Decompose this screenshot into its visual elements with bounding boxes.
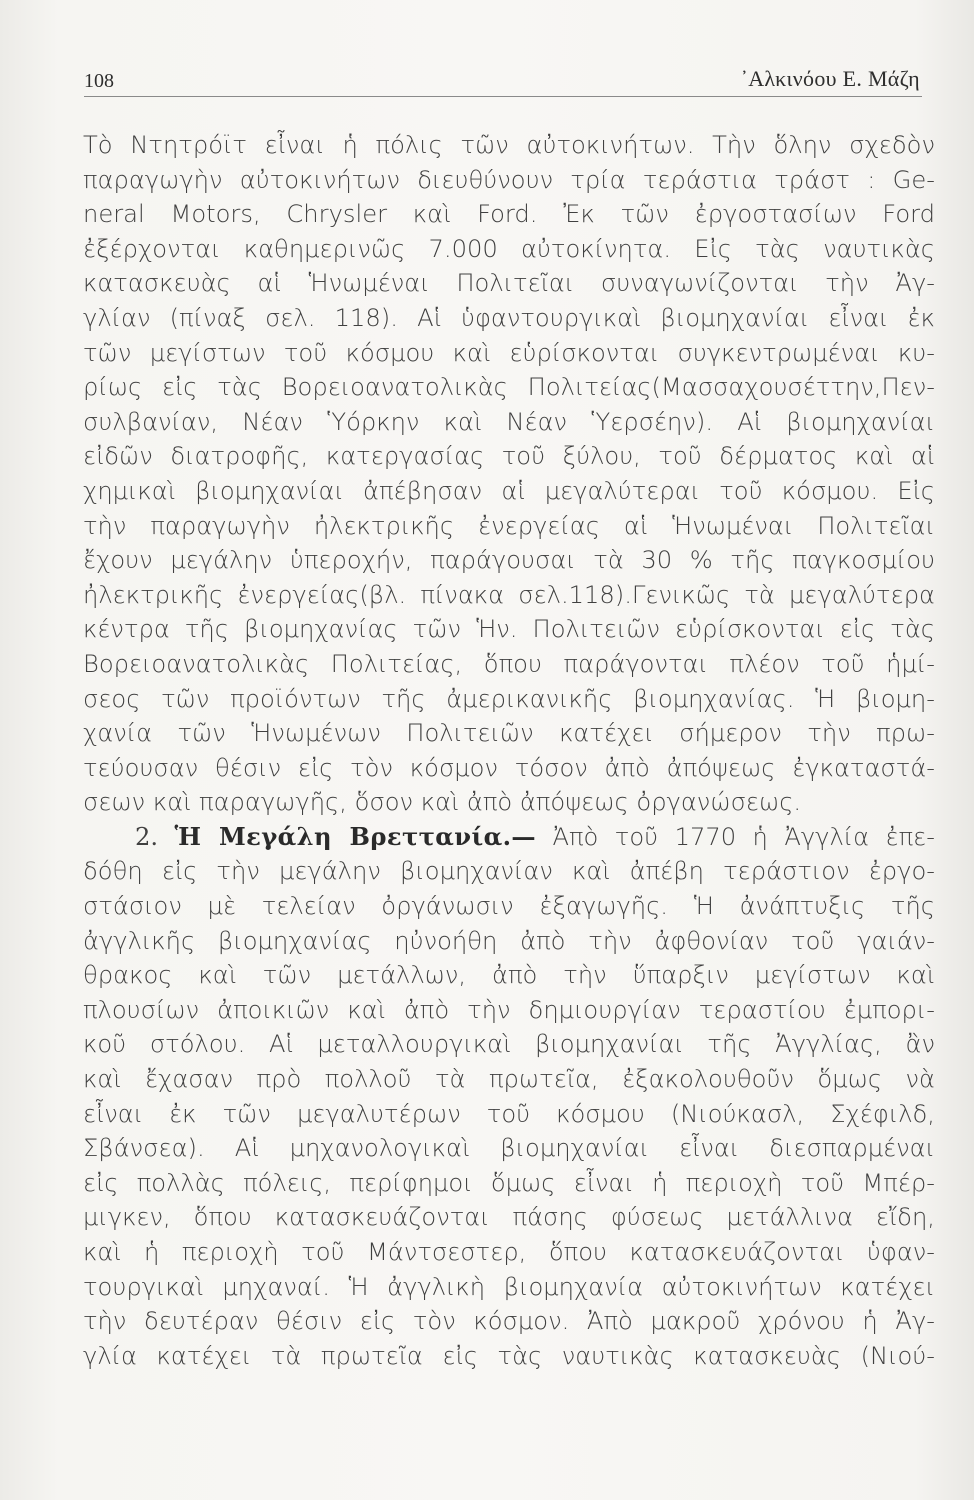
text-line: παραγωγὴν αὐτοκινήτων διευθύνουν τρία τεράστια τράστ : Ge- xyxy=(83,165,935,194)
text-line: ἠλεκτρικῆς ἐνεργείας(βλ. πίνακα σελ.118).Γενικῶς τὰ μεγαλύτερα xyxy=(83,580,935,609)
text-line: σεων καὶ παραγωγῆς, ὅσον καὶ ἀπὸ ἀπόψεως ὀργανώσεως. xyxy=(83,788,802,817)
text-line: ρίως εἰς τὰς Βορειοανατολικὰς Πολιτείας(Μασσαχουσέττην,Πεν- xyxy=(83,373,935,402)
text-line: γλίαν (πίναξ σελ. 118). Αἱ ὑφαντουργικαὶ βιομηχανίαι εἶναι ἐκ xyxy=(83,303,935,332)
section-number: 2. xyxy=(135,822,159,851)
section-first-line-text: Ἀπὸ τοῦ 1770 ἡ Ἀγγλία ἐπε- xyxy=(552,822,935,851)
text-line: ἀγγλικῆς βιομηχανίας ηὐνοήθη ἀπὸ τὴν ἀφθονίαν τοῦ γαιάν- xyxy=(83,926,935,955)
text-line: συλβανίαν, Νέαν Ὑόρκην καὶ Νέαν Ὑερσέην). Αἱ βιομηχανίαι xyxy=(83,407,935,436)
text-line: εἶναι ἐκ τῶν μεγαλυτέρων τοῦ κόσμου (Νιούκασλ, Σχέφιλδ, xyxy=(83,1099,935,1128)
text-line: neral Motors, Chrysler καὶ Ford. Ἐκ τῶν ἐργοστασίων Ford xyxy=(83,200,935,229)
text-line: θρακος καὶ τῶν μετάλλων, ἀπὸ τὴν ὕπαρξιν μεγίστων καὶ xyxy=(83,961,935,990)
text-line: τεύουσαν θέσιν εἰς τὸν κόσμον τόσον ἀπὸ ἀπόψεως ἐγκαταστά- xyxy=(83,753,935,782)
text-line: τὴν παραγωγὴν ἠλεκτρικῆς ἐνεργείας αἱ Ἡνωμέναι Πολιτεῖαι xyxy=(83,511,935,540)
text-line: στάσιον μὲ τελείαν ὀργάνωσιν ἐξαγωγῆς. Ἡ ἀνάπτυξις τῆς xyxy=(83,892,935,921)
section-great-britain xyxy=(83,820,935,1374)
section-title: Ἡ Μεγάλη Βρεττανία.— xyxy=(174,821,537,851)
text-line: εἰδῶν διατροφῆς, κατεργασίας τοῦ ξύλου, τοῦ δέρματος καὶ αἱ xyxy=(83,442,935,471)
text-line: χημικαὶ βιομηχανίαι ἀπέβησαν αἱ μεγαλύτεραι τοῦ κόσμου. Εἰς xyxy=(83,476,935,505)
text-line: πλουσίων ἀποικιῶν καὶ ἀπὸ τὴν δημιουργίαν τεραστίου ἐμπορι- xyxy=(83,995,935,1024)
text-line: Σβάνσεα). Αἱ μηχανολογικαὶ βιομηχανίαι εἶναι διεσπαρμέναι xyxy=(83,1134,935,1163)
text-line: καὶ ἡ περιοχὴ τοῦ Μάντσεστερ, ὅπου κατασκευάζονται ὑφαν- xyxy=(83,1238,935,1266)
text-line: ἔχουν μεγάλην ὑπεροχήν, παράγουσαι τὰ 30 % τῆς παγκοσμίου xyxy=(83,546,935,575)
text-line: μιγκεν, ὅπου κατασκευάζονται πάσης φύσεως μετάλλινα εἴδη, xyxy=(83,1203,935,1232)
text-line: τουργικαὶ μηχαναί. Ἡ ἀγγλικὴ βιομηχανία αὐτοκινήτων κατέχει xyxy=(83,1272,935,1301)
running-head: ᾿Αλκινόου Ε. Μάζη xyxy=(740,66,920,91)
text-line: γλία κατέχει τὰ πρωτεῖα εἰς τὰς ναυτικὰς κατασκευὰς (Νιού- xyxy=(83,1341,935,1370)
text-line: εἰς πολλὰς πόλεις, περίφημοι ὅμως εἶναι ἡ περιοχὴ τοῦ Μπέρ- xyxy=(83,1168,935,1197)
text-line: Βορειοανατολικὰς Πολιτείας, ὅπου παράγονται πλέον τοῦ ἡμί- xyxy=(83,649,935,678)
section-heading-line xyxy=(83,820,935,855)
text-line: κοῦ στόλου. Αἱ μεταλλουργικαὶ βιομηχανίαι τῆς Ἀγγλίας, ἂν xyxy=(83,1030,935,1059)
page-number: 108 xyxy=(84,70,114,92)
text-line: δόθη εἰς τὴν μεγάλην βιομηχανίαν καὶ ἀπέβη τεράστιον ἐργο- xyxy=(83,857,935,886)
body-text xyxy=(83,128,935,1373)
text-line: χανία τῶν Ἡνωμένων Πολιτειῶν κατέχει σήμερον τὴν πρω- xyxy=(83,719,935,748)
paragraph-united-states-industry xyxy=(83,128,935,820)
text-line: καὶ ἔχασαν πρὸ πολλοῦ τὰ πρωτεῖα, ἐξακολουθοῦν ὅμως νὰ xyxy=(83,1065,935,1094)
text-line: σεος τῶν προϊόντων τῆς ἀμερικανικῆς βιομηχανίας. Ἡ βιομη- xyxy=(83,684,935,713)
text-line: τὴν δευτέραν θέσιν εἰς τὸν κόσμον. Ἀπὸ μακροῦ χρόνου ἡ Ἀγ- xyxy=(83,1307,935,1336)
text-line: κατασκευὰς αἱ Ἡνωμέναι Πολιτεῖαι συναγωνίζονται τὴν Ἀγ- xyxy=(83,269,935,298)
text-line: κέντρα τῆς βιομηχανίας τῶν Ἡν. Πολιτειῶν εὑρίσκονται εἰς τὰς xyxy=(83,615,935,644)
text-line: Τὸ Ντητρόϊτ εἶναι ἡ πόλις τῶν αὐτοκινήτων. Τὴν ὅλην σχεδὸν xyxy=(83,131,935,159)
page-header xyxy=(84,62,922,97)
text-line: ἐξέρχονται καθημερινῶς 7.000 αὐτοκίνητα. Εἰς τὰς ναυτικὰς xyxy=(83,234,935,263)
text-line: τῶν μεγίστων τοῦ κόσμου καὶ εὑρίσκονται συγκεντρωμέναι κυ- xyxy=(83,338,935,367)
